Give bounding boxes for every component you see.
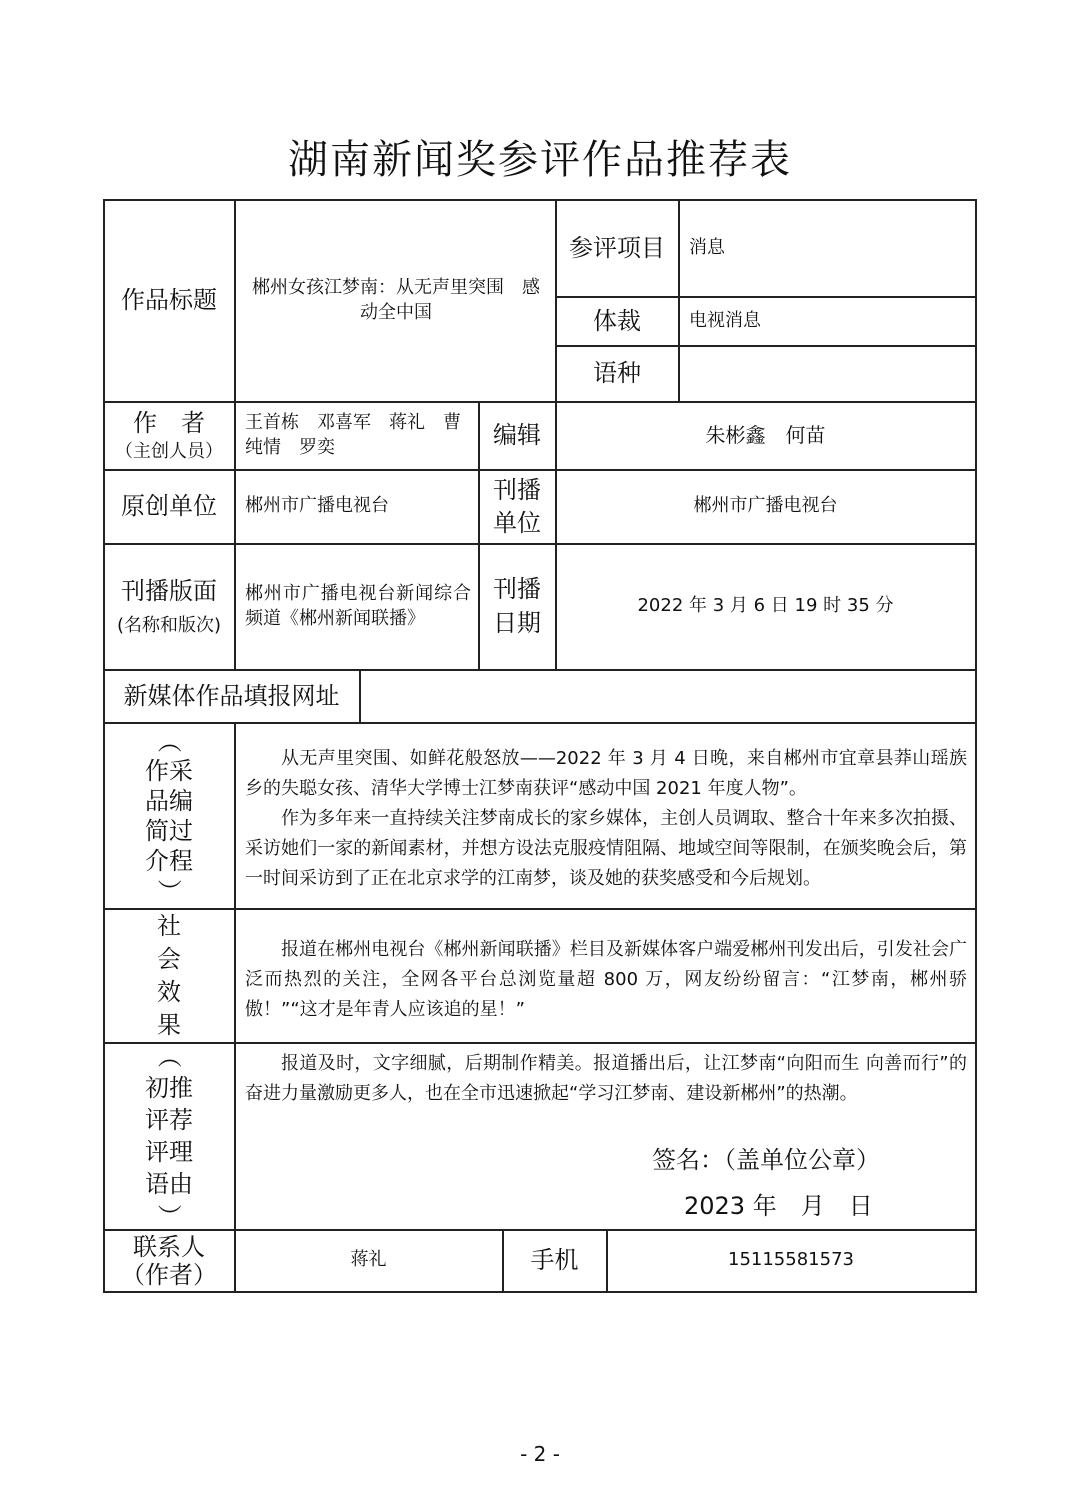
effect-label (104, 909, 234, 1042)
reason-label (104, 1043, 234, 1229)
genre-value: 电视消息 (689, 309, 761, 331)
process-label-line: 简过 (145, 816, 193, 845)
contact-label-sub: （作者） (121, 1260, 217, 1289)
process-paragraph: 从无声里突围、如鲜花般怒放——2022 年 3 月 4 日晚，来自郴州市宜章县莽山瑶族乡的失聪女孩、清华大学博士江梦南获评“感动中国 2021 年度人物”。 (245, 748, 967, 799)
process-label (104, 723, 234, 908)
process-label-line: 介程 (145, 846, 193, 875)
url-value (370, 670, 970, 722)
reason-paragraph: 报道及时，文字细腻，后期制作精美。报道播出后，让江梦南“向阳而生 向善而行”的奋进力量激励更多人，也在全市迅速掀起“学习江梦南、建设新郴州”的热潮。 (245, 1053, 967, 1104)
url-label: 新媒体作品填报网址 (123, 681, 340, 710)
reason-label-close: ） (155, 1204, 183, 1228)
process-label-line: 作采 (145, 756, 193, 785)
category-value: 消息 (689, 236, 725, 258)
genre-label: 体裁 (593, 306, 641, 335)
effect-label-line: 效 (157, 977, 181, 1006)
page-label-sub: (名称和版次) (116, 614, 222, 636)
reason-text (245, 1049, 967, 1109)
work-title-value: 郴州女孩江梦南：从无声里突围 感动全中国 (252, 277, 540, 323)
page-label-main: 刊播版面 (121, 577, 217, 606)
phone-label: 手机 (530, 1246, 579, 1275)
reason-label-line: 评荐 (145, 1106, 193, 1134)
editors-value: 朱彬鑫 何苗 (705, 423, 826, 447)
form-title: 湖南新闻奖参评作品推荐表 (288, 137, 792, 183)
author-label-sub: （主创人员） (115, 440, 223, 462)
editor-label: 编辑 (493, 421, 541, 450)
signature-line: 签名：（盖单位公章） (652, 1146, 880, 1174)
contact-label-main: 联系人 (133, 1232, 205, 1261)
reason-label-line: 评理 (145, 1138, 193, 1166)
reason-label-line: 初推 (145, 1074, 193, 1102)
author-label (104, 402, 234, 469)
process-text (245, 744, 967, 894)
category-label: 参评项目 (569, 233, 665, 262)
page-number: - 2 - (520, 1442, 560, 1466)
process-paragraph: 作为多年来一直持续关注梦南成长的家乡媒体，主创人员调取、整合十年来多次拍摄、采访她们一家的新闻素材，并想方设法克服疫情阻隔、地域空间等限制，在颁奖晚会后，第一时间采访到了正在北京求学的江南梦，谈及她的获奖感受和今后规划。 (245, 808, 967, 889)
contact-value: 蒋礼 (350, 1249, 387, 1271)
effect-paragraph: 报道在郴州电视台《郴州新闻联播》栏目及新媒体客户端爱郴州刊发出后，引发社会广泛而热烈的关注，全网各平台总浏览量超 800 万，网友纷纷留言：“江梦南，郴州骄傲！”“这才是年青人应该追的星！” (245, 939, 967, 1020)
work-title-label: 作品标题 (121, 286, 217, 315)
reason-label-open: （ (155, 1044, 183, 1068)
author-label-main: 作 者 (133, 409, 205, 438)
effect-label-line: 会 (157, 944, 181, 973)
effect-label-line: 果 (157, 1010, 181, 1039)
reason-label-line: 语由 (145, 1170, 193, 1198)
effect-text (245, 935, 967, 1025)
phone-value: 15115581573 (728, 1249, 854, 1271)
process-label-open: （ (155, 728, 183, 753)
origin-label: 原创单位 (121, 492, 217, 521)
origin-value: 郴州市广播电视台 (245, 495, 389, 517)
date-value: 2022 年 3 月 6 日 19 时 35 分 (637, 595, 894, 617)
effect-label-line: 社 (157, 911, 181, 940)
signature-date: 2023 年 月 日 (684, 1192, 873, 1220)
date-label: 刊播日期 (493, 574, 541, 637)
contact-label (104, 1230, 234, 1291)
authors-value: 王首栋 邓喜军 蒋礼 曹纯情 罗奕 (245, 412, 461, 458)
publisher-label: 刊播单位 (493, 476, 541, 537)
process-label-close: ） (155, 878, 183, 903)
publisher-value: 郴州市广播电视台 (693, 495, 838, 517)
page-value: 郴州市广播电视台新闻综合频道《郴州新闻联播》 (245, 583, 471, 629)
language-label: 语种 (593, 359, 641, 388)
language-value (689, 346, 969, 401)
process-label-line: 品编 (145, 786, 193, 815)
page-label (104, 544, 234, 669)
